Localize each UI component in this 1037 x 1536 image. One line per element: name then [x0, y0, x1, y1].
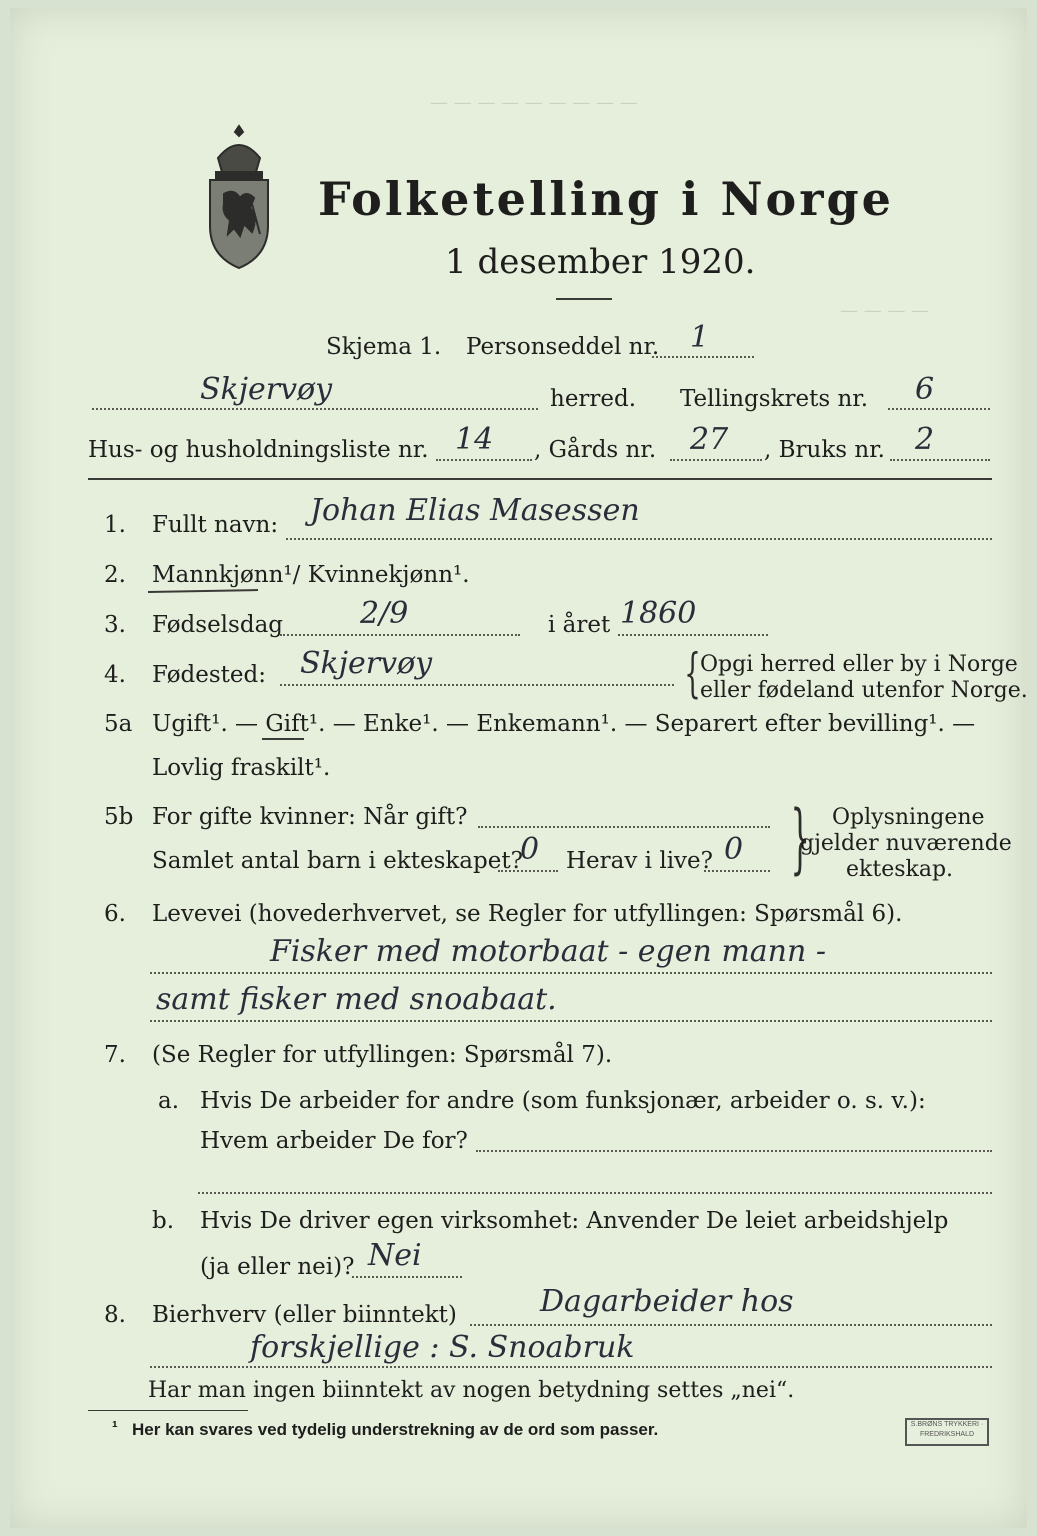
q7-label: (Se Regler for utfyllingen: Spørsmål 7).	[152, 1042, 613, 1068]
personseddel-label: Personseddel nr.	[466, 334, 660, 360]
children-value[interactable]: 0	[520, 832, 540, 867]
q4-label: Fødested:	[152, 662, 267, 688]
skjema-label: Skjema 1.	[326, 334, 442, 360]
children-label: Samlet antal barn i ekteskapet?	[152, 848, 523, 874]
q4-note-line1: Opgi herred eller by i Norge	[700, 652, 1018, 677]
gift-underline	[262, 738, 304, 740]
q1-number: 1.	[104, 512, 126, 538]
coat-of-arms-icon	[196, 122, 282, 272]
herred-label: herred.	[550, 386, 637, 412]
form-title: Folketelling i Norge	[318, 172, 894, 226]
q7a-letter: a.	[158, 1088, 180, 1114]
hired-help-value[interactable]: Nei	[368, 1238, 422, 1273]
husholdningsliste-label: Hus- og husholdningsliste nr.	[88, 437, 429, 463]
q5a-number: 5a	[104, 711, 133, 737]
gards-label: , Gårds nr.	[534, 437, 657, 463]
alive-label: Herav i live?	[566, 848, 713, 874]
q3-number: 3.	[104, 612, 126, 638]
census-date: 1 desember 1920.	[445, 242, 756, 282]
alive-value[interactable]: 0	[724, 832, 744, 867]
q4-note-line2: eller fødeland utenfor Norge.	[700, 678, 1028, 703]
marital-status-line2[interactable]: Lovlig fraskilt¹.	[152, 755, 331, 781]
marital-status-options[interactable]: Ugift¹. — Gift¹. — Enke¹. — Enkemann¹. — Separert efter bevilling¹. —	[152, 711, 976, 737]
occupation-answer-line1[interactable]: Fisker med motorbaat - egen mann -	[270, 934, 826, 969]
q7b-letter: b.	[152, 1208, 175, 1234]
side-income-answer-line1[interactable]: Dagarbeider hos	[540, 1284, 794, 1319]
sex-options[interactable]: Mannkjønn¹/ Kvinnekjønn¹.	[152, 562, 470, 588]
tellingskrets-label: Tellingskrets nr.	[680, 386, 869, 412]
q5b-note-line2: gjelder nuværende	[800, 831, 1012, 856]
side-income-label: Bierhverv (eller biinntekt)	[152, 1302, 457, 1328]
when-married-label: For gifte kvinner: Når gift?	[152, 804, 468, 830]
footnote-text: Her kan svares ved tydelig understrekning av de ord som passer.	[132, 1420, 659, 1439]
husholdningsliste-value[interactable]: 14	[455, 422, 494, 457]
q1-label: Fullt navn:	[152, 512, 279, 538]
bruks-value[interactable]: 2	[915, 422, 935, 457]
footnote-divider	[88, 1410, 248, 1411]
footnote-mark: ¹	[112, 1418, 118, 1437]
full-name-value[interactable]: Johan Elias Masessen	[310, 493, 640, 528]
birthplace-value[interactable]: Skjervøy	[300, 646, 433, 681]
side-income-answer-line2[interactable]: forskjellige : S. Snoabruk	[250, 1330, 635, 1365]
birthdate-value[interactable]: 2/9	[360, 596, 409, 631]
q7a-question: Hvem arbeider De for?	[200, 1128, 468, 1154]
q6-number: 6.	[104, 901, 126, 927]
q3-label: Fødselsdag	[152, 612, 284, 638]
q4-number: 4.	[104, 662, 126, 688]
personseddel-value[interactable]: 1	[690, 320, 710, 355]
header-divider	[88, 478, 992, 480]
tellingskrets-value[interactable]: 6	[915, 372, 935, 407]
q2-number: 2.	[104, 562, 126, 588]
q7b-question: (ja eller nei)?	[200, 1254, 355, 1280]
q5b-brace: }	[790, 793, 810, 882]
year-label: i året	[548, 612, 611, 638]
q7-number: 7.	[104, 1042, 126, 1068]
q5b-number: 5b	[104, 804, 134, 830]
q7b-text: Hvis De driver egen virksomhet: Anvender De leiet arbeidshjelp	[200, 1208, 949, 1234]
side-income-note: Har man ingen biinntekt av nogen betydning settes „nei“.	[148, 1378, 795, 1403]
q5b-note-line3: ekteskap.	[846, 857, 954, 882]
q7a-text: Hvis De arbeider for andre (som funksjonær, arbeider o. s. v.):	[200, 1088, 926, 1114]
q8-number: 8.	[104, 1302, 126, 1328]
q5b-note-line1: Oplysningene	[832, 805, 985, 830]
gards-value[interactable]: 27	[690, 422, 729, 457]
herred-value[interactable]: Skjervøy	[200, 372, 333, 407]
bruks-label: , Bruks nr.	[764, 437, 885, 463]
occupation-answer-line2[interactable]: samt fisker med snoabaat.	[156, 982, 557, 1017]
q4-brace: {	[684, 644, 701, 704]
title-divider	[556, 298, 612, 300]
birth-year-value[interactable]: 1860	[620, 596, 697, 631]
occupation-label: Levevei (hovederhvervet, se Regler for utfyllingen: Spørsmål 6).	[152, 901, 903, 927]
printer-stamp: S.BRØNS TRYKKERI · FREDRIKSHALD	[905, 1418, 989, 1446]
